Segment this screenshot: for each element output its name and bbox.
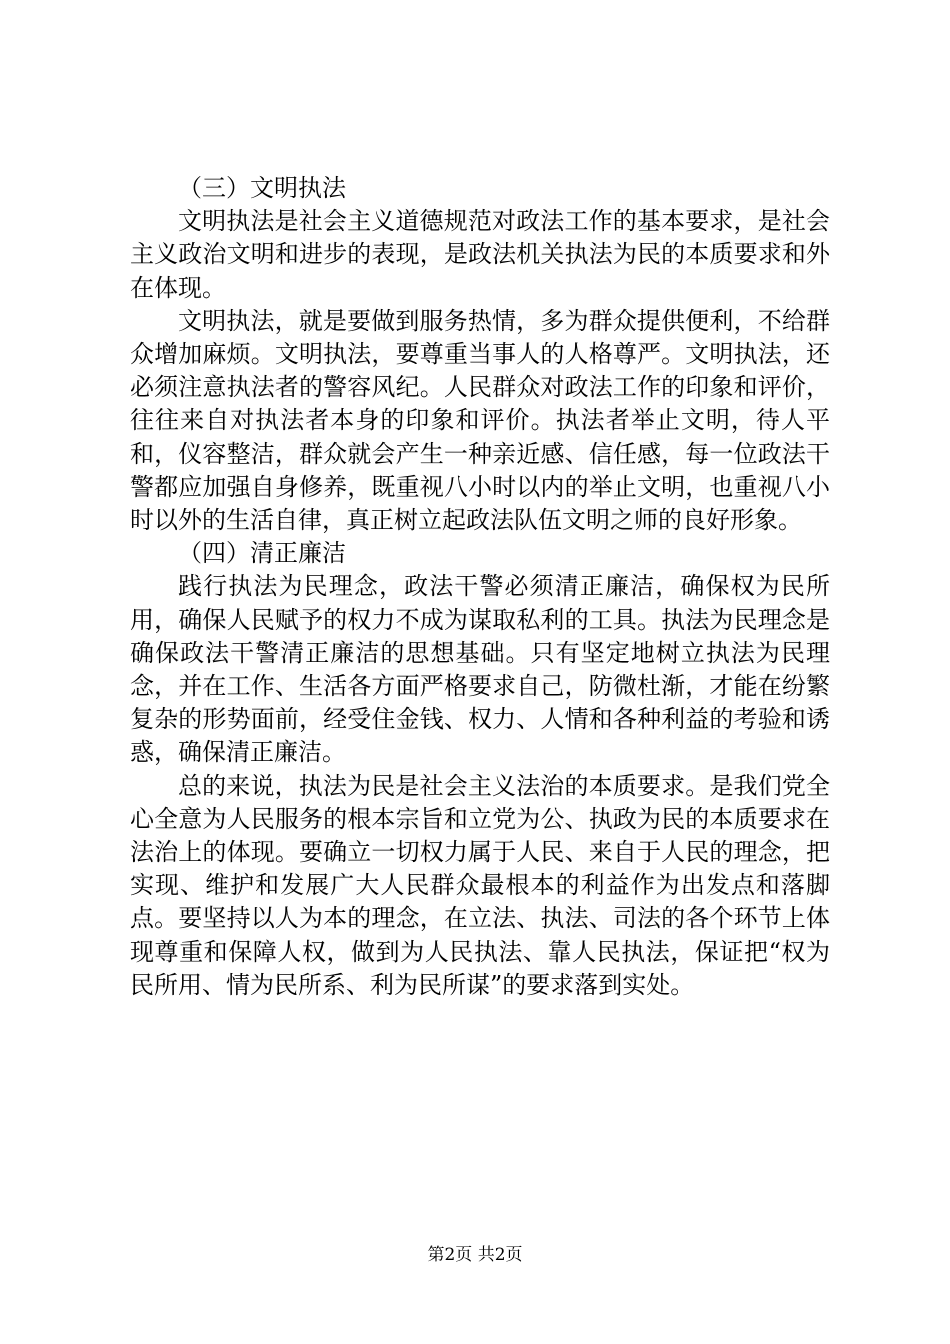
section-heading-civilized-law-enforcement: （三）文明执法: [178, 174, 346, 202]
document-body: [130, 172, 830, 1002]
paragraph: 总的来说，执法为民是社会主义法治的本质要求。是我们党全心全意为人民服务的根本宗旨和立党为公、执政为民的本质要求在法治上的体现。要确立一切权力属于人民、来自于人民的理念，把实现、维护和发展广大人民群众最根本的利益作为出发点和落脚点。要坚持以人为本的理念，在立法、执法、司法的各个环节上体现尊重和保障人权，做到为人民执法、靠人民执法，保证把“权为民所用、情为民所系、利为民所谋”的要求落到实处。: [130, 771, 830, 999]
paragraph: 践行执法为民理念，政法干警必须清正廉洁，确保权为民所用，确保人民赋予的权力不成为谋取私利的工具。执法为民理念是确保政法干警清正廉洁的思想基础。只有坚定地树立执法为民理念，并在工作、生活各方面严格要求自己，防微杜渐，才能在纷繁复杂的形势面前，经受住金钱、权力、人情和各种利益的考验和诱惑，确保清正廉洁。: [130, 572, 830, 767]
paragraph: 文明执法，就是要做到服务热情，多为群众提供便利，不给群众增加麻烦。文明执法，要尊重当事人的人格尊严。文明执法，还必须注意执法者的警容风纪。人民群众对政法工作的印象和评价，往往来自对执法者本身的印象和评价。执法者举止文明，待人平和，仪容整洁，群众就会产生一种亲近感、信任感，每一位政法干警都应加强自身修养，既重视八小时以内的举止文明，也重视八小时以外的生活自律，真正树立起政法队伍文明之师的良好形象。: [130, 306, 830, 535]
page-footer: 第2页 共2页: [427, 1245, 523, 1265]
paragraph: 文明执法是社会主义道德规范对政法工作的基本要求，是社会主义政治文明和进步的表现，是政法机关执法为民的本质要求和外在体现。: [130, 207, 830, 302]
section-heading-integrity: （四）清正廉洁: [178, 539, 346, 568]
